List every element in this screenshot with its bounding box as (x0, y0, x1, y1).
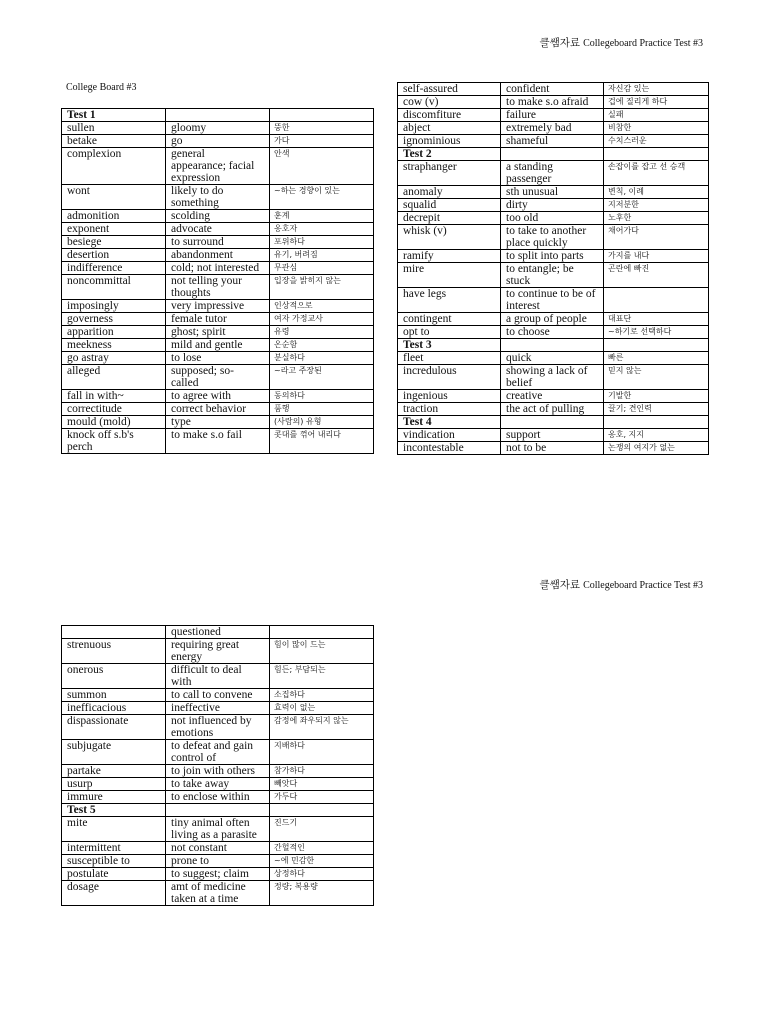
korean-translation-cell: 무관심 (270, 262, 374, 275)
definition-cell: to split into parts (501, 250, 604, 263)
vocab-row (398, 122, 709, 135)
vocab-row (398, 288, 709, 313)
korean-translation-cell: 변칙, 이례 (604, 186, 709, 199)
term-cell: apparition (62, 326, 166, 339)
vocab-row (398, 250, 709, 263)
definition-cell: to make s.o fail (166, 429, 270, 454)
term-cell: fleet (398, 352, 501, 365)
korean-translation-cell: 겁에 질리게 하다 (604, 96, 709, 109)
empty-cell (604, 416, 709, 429)
vocab-table-left (61, 108, 374, 454)
definition-cell: not to be (501, 442, 604, 455)
empty-cell (166, 109, 270, 122)
term-cell: wont (62, 185, 166, 210)
korean-translation-cell: 포위하다 (270, 236, 374, 249)
vocab-row (398, 161, 709, 186)
definition-cell: to make s.o afraid (501, 96, 604, 109)
term-cell: go astray (62, 352, 166, 365)
korean-translation-cell: 간헐적인 (270, 842, 374, 855)
definition-cell: requiring great energy (166, 639, 270, 664)
section-heading-row (398, 339, 709, 352)
definition-cell: too old (501, 212, 604, 225)
definition-cell: general appearance; facial expression (166, 148, 270, 185)
term-cell: exponent (62, 223, 166, 236)
term-cell: betake (62, 135, 166, 148)
section-heading-row (62, 109, 374, 122)
vocab-table-right-body (398, 83, 709, 455)
section-heading: Test 2 (398, 148, 501, 161)
vocab-row (62, 236, 374, 249)
vocab-row (62, 275, 374, 300)
vocab-row (398, 390, 709, 403)
definition-cell: a group of people (501, 313, 604, 326)
vocab-row (398, 352, 709, 365)
term-cell: imposingly (62, 300, 166, 313)
term-cell: strenuous (62, 639, 166, 664)
definition-cell: very impressive (166, 300, 270, 313)
vocab-row (398, 83, 709, 96)
vocab-row (62, 639, 374, 664)
definition-cell: the act of pulling (501, 403, 604, 416)
definition-cell: gloomy (166, 122, 270, 135)
definition-cell: supposed; so-called (166, 365, 270, 390)
brand-label: 클쌤자료 (539, 37, 581, 49)
korean-translation-cell: 빼앗다 (270, 778, 374, 791)
vocab-row (398, 96, 709, 109)
empty-cell (501, 148, 604, 161)
definition-cell: ghost; spirit (166, 326, 270, 339)
korean-translation-cell: 품행 (270, 403, 374, 416)
term-cell: subjugate (62, 740, 166, 765)
vocab-row (62, 842, 374, 855)
term-cell: whisk (v) (398, 225, 501, 250)
definition-cell: showing a lack of belief (501, 365, 604, 390)
korean-translation-cell: 가다 (270, 135, 374, 148)
definition-cell: quick (501, 352, 604, 365)
korean-translation-cell: 지저분한 (604, 199, 709, 212)
definition-cell: shameful (501, 135, 604, 148)
korean-translation-cell: 분실하다 (270, 352, 374, 365)
vocab-row (62, 122, 374, 135)
korean-translation-cell (604, 288, 709, 313)
vocab-table-page-2-body (62, 626, 374, 906)
korean-translation-cell: 자신감 있는 (604, 83, 709, 96)
korean-translation-cell: 소집하다 (270, 689, 374, 702)
vocab-row (62, 148, 374, 185)
korean-translation-cell: 손잡이를 잡고 선 승객 (604, 161, 709, 186)
term-cell: immure (62, 791, 166, 804)
empty-cell (270, 804, 374, 817)
vocab-row (62, 778, 374, 791)
definition-cell: to join with others (166, 765, 270, 778)
korean-translation-cell: 빠른 (604, 352, 709, 365)
definition-cell: type (166, 416, 270, 429)
vocab-table-page-2 (61, 625, 374, 906)
korean-translation-cell: 힘든; 부담되는 (270, 664, 374, 689)
vocab-row (62, 210, 374, 223)
definition-cell: to surround (166, 236, 270, 249)
korean-translation-cell: 대표단 (604, 313, 709, 326)
definition-cell: not telling your thoughts (166, 275, 270, 300)
vocab-row (62, 881, 374, 906)
definition-cell: questioned (166, 626, 270, 639)
term-cell: meekness (62, 339, 166, 352)
term-cell: abject (398, 122, 501, 135)
korean-translation-cell: 유기, 버려짐 (270, 249, 374, 262)
page-header (540, 578, 704, 592)
vocab-row (398, 212, 709, 225)
definition-cell: mild and gentle (166, 339, 270, 352)
term-cell: inefficacious (62, 702, 166, 715)
definition-cell: to continue to be of interest (501, 288, 604, 313)
korean-translation-cell: 믿지 않는 (604, 365, 709, 390)
vocab-row (62, 416, 374, 429)
korean-translation-cell: 수치스러운 (604, 135, 709, 148)
term-cell: governess (62, 313, 166, 326)
term-cell: straphanger (398, 161, 501, 186)
korean-translation-cell: ~하는 경향이 있는 (270, 185, 374, 210)
term-cell: intermittent (62, 842, 166, 855)
korean-translation-cell (270, 626, 374, 639)
term-cell: postulate (62, 868, 166, 881)
vocab-row (62, 365, 374, 390)
term-cell: indifference (62, 262, 166, 275)
vocab-row (62, 185, 374, 210)
vocab-row (62, 352, 374, 365)
term-cell: dispassionate (62, 715, 166, 740)
definition-cell: to take away (166, 778, 270, 791)
section-heading-row (398, 148, 709, 161)
empty-cell (501, 339, 604, 352)
vocab-table-right (397, 82, 709, 455)
vocab-row (398, 263, 709, 288)
term-cell: squalid (398, 199, 501, 212)
vocab-row (398, 313, 709, 326)
korean-translation-cell: 훈계 (270, 210, 374, 223)
korean-translation-cell: 옹호자 (270, 223, 374, 236)
vocab-row (62, 403, 374, 416)
term-cell: mould (mold) (62, 416, 166, 429)
definition-cell: failure (501, 109, 604, 122)
term-cell: susceptible to (62, 855, 166, 868)
korean-translation-cell: 지배하다 (270, 740, 374, 765)
term-cell: vindication (398, 429, 501, 442)
korean-translation-cell: 상정하다 (270, 868, 374, 881)
term-cell: decrepit (398, 212, 501, 225)
definition-cell: female tutor (166, 313, 270, 326)
vocab-row (398, 429, 709, 442)
korean-translation-cell: 힘이 많이 드는 (270, 639, 374, 664)
term-cell: self-assured (398, 83, 501, 96)
page-header (540, 36, 704, 50)
brand-label: 클쌤자료 (539, 579, 581, 591)
term-cell: summon (62, 689, 166, 702)
korean-translation-cell: 노후한 (604, 212, 709, 225)
definition-cell: not influenced by emotions (166, 715, 270, 740)
vocab-row (62, 262, 374, 275)
korean-translation-cell: 옹호, 지지 (604, 429, 709, 442)
term-cell: cow (v) (398, 96, 501, 109)
definition-cell: prone to (166, 855, 270, 868)
korean-translation-cell: 감정에 좌우되지 않는 (270, 715, 374, 740)
term-cell: fall in with~ (62, 390, 166, 403)
vocab-row (62, 300, 374, 313)
korean-translation-cell: 곤란에 빠진 (604, 263, 709, 288)
definition-cell: to defeat and gain control of (166, 740, 270, 765)
definition-cell: support (501, 429, 604, 442)
term-cell: ignominious (398, 135, 501, 148)
definition-cell: extremely bad (501, 122, 604, 135)
vocab-row (62, 664, 374, 689)
term-cell: dosage (62, 881, 166, 906)
korean-translation-cell: 기발한 (604, 390, 709, 403)
vocab-row (62, 223, 374, 236)
vocab-row (62, 313, 374, 326)
term-cell: traction (398, 403, 501, 416)
vocab-row (62, 249, 374, 262)
definition-cell: advocate (166, 223, 270, 236)
definition-cell: confident (501, 83, 604, 96)
definition-cell: to enclose within (166, 791, 270, 804)
section-heading: Test 5 (62, 804, 166, 817)
vocab-row (62, 339, 374, 352)
definition-cell: to take to another place quickly (501, 225, 604, 250)
vocab-row (62, 626, 374, 639)
korean-translation-cell: 효력이 없는 (270, 702, 374, 715)
korean-translation-cell: 콧대를 꺾어 내리다 (270, 429, 374, 454)
term-cell: opt to (398, 326, 501, 339)
definition-cell: abandonment (166, 249, 270, 262)
korean-translation-cell: 가지를 내다 (604, 250, 709, 263)
vocab-row (62, 868, 374, 881)
definition-cell: likely to do something (166, 185, 270, 210)
vocab-row (62, 135, 374, 148)
section-heading: Test 1 (62, 109, 166, 122)
vocab-row (398, 109, 709, 122)
vocab-row (62, 390, 374, 403)
definition-cell: a standing passenger (501, 161, 604, 186)
vocab-row (62, 326, 374, 339)
term-cell: mire (398, 263, 501, 288)
term-cell: correctitude (62, 403, 166, 416)
term-cell: desertion (62, 249, 166, 262)
definition-cell: to suggest; claim (166, 868, 270, 881)
empty-cell (166, 804, 270, 817)
definition-cell: amt of medicine taken at a time (166, 881, 270, 906)
definition-cell: ineffective (166, 702, 270, 715)
korean-translation-cell: ~에 민감한 (270, 855, 374, 868)
section-heading-row (62, 804, 374, 817)
korean-translation-cell: 동의하다 (270, 390, 374, 403)
korean-translation-cell: 실패 (604, 109, 709, 122)
term-cell: knock off s.b's perch (62, 429, 166, 454)
definition-cell: cold; not interested (166, 262, 270, 275)
vocab-row (398, 186, 709, 199)
vocab-row (62, 817, 374, 842)
section-heading: Test 3 (398, 339, 501, 352)
definition-cell: scolding (166, 210, 270, 223)
definition-cell: to choose (501, 326, 604, 339)
korean-translation-cell: 안색 (270, 148, 374, 185)
term-cell: sullen (62, 122, 166, 135)
vocab-row (62, 715, 374, 740)
korean-translation-cell: ~하기로 선택하다 (604, 326, 709, 339)
term-cell: anomaly (398, 186, 501, 199)
term-cell: contingent (398, 313, 501, 326)
korean-translation-cell: 정량; 복용량 (270, 881, 374, 906)
definition-cell: difficult to deal with (166, 664, 270, 689)
section-heading-row (398, 416, 709, 429)
vocab-row (398, 199, 709, 212)
term-cell: noncommittal (62, 275, 166, 300)
korean-translation-cell: 가두다 (270, 791, 374, 804)
vocab-row (398, 442, 709, 455)
definition-cell: correct behavior (166, 403, 270, 416)
vocab-row (398, 326, 709, 339)
vocab-row (62, 689, 374, 702)
term-cell: complexion (62, 148, 166, 185)
vocab-row (62, 740, 374, 765)
korean-translation-cell: 끌기; 견인력 (604, 403, 709, 416)
korean-translation-cell: 뚱한 (270, 122, 374, 135)
korean-translation-cell: 입장을 밝히지 않는 (270, 275, 374, 300)
definition-cell: dirty (501, 199, 604, 212)
korean-translation-cell: 인상적으로 (270, 300, 374, 313)
header-title: Collegeboard Practice Test #3 (583, 580, 703, 591)
vocab-row (398, 403, 709, 416)
definition-cell: to call to convene (166, 689, 270, 702)
vocab-row (62, 702, 374, 715)
vocab-row (398, 135, 709, 148)
korean-translation-cell: (사람의) 유형 (270, 416, 374, 429)
term-cell: admonition (62, 210, 166, 223)
term-cell: usurp (62, 778, 166, 791)
korean-translation-cell: 유령 (270, 326, 374, 339)
term-cell: besiege (62, 236, 166, 249)
definition-cell: go (166, 135, 270, 148)
definition-cell: creative (501, 390, 604, 403)
korean-translation-cell: 비참한 (604, 122, 709, 135)
vocab-table-left-body (62, 109, 374, 454)
empty-cell (604, 148, 709, 161)
korean-translation-cell: 채어가다 (604, 225, 709, 250)
term-cell: discomfiture (398, 109, 501, 122)
vocab-row (398, 225, 709, 250)
korean-translation-cell: 진드기 (270, 817, 374, 842)
section-heading: Test 4 (398, 416, 501, 429)
korean-translation-cell: 여자 가정교사 (270, 313, 374, 326)
term-cell: have legs (398, 288, 501, 313)
document-title: College Board #3 (66, 82, 137, 93)
vocab-row (62, 791, 374, 804)
term-cell: incredulous (398, 365, 501, 390)
term-cell: mite (62, 817, 166, 842)
vocab-row (62, 429, 374, 454)
definition-cell: not constant (166, 842, 270, 855)
korean-translation-cell: 온순함 (270, 339, 374, 352)
term-cell: onerous (62, 664, 166, 689)
vocab-row (62, 765, 374, 778)
term-cell: incontestable (398, 442, 501, 455)
empty-cell (604, 339, 709, 352)
term-cell: alleged (62, 365, 166, 390)
empty-cell (501, 416, 604, 429)
vocab-row (62, 855, 374, 868)
definition-cell: to agree with (166, 390, 270, 403)
definition-cell: tiny animal often living as a parasite (166, 817, 270, 842)
term-cell (62, 626, 166, 639)
vocab-row (398, 365, 709, 390)
term-cell: partake (62, 765, 166, 778)
definition-cell: sth unusual (501, 186, 604, 199)
korean-translation-cell: 논쟁의 여지가 없는 (604, 442, 709, 455)
definition-cell: to entangle; be stuck (501, 263, 604, 288)
header-title: Collegeboard Practice Test #3 (583, 38, 703, 49)
korean-translation-cell: 참가하다 (270, 765, 374, 778)
term-cell: ingenious (398, 390, 501, 403)
definition-cell: to lose (166, 352, 270, 365)
term-cell: ramify (398, 250, 501, 263)
empty-cell (270, 109, 374, 122)
korean-translation-cell: ~라고 주장된 (270, 365, 374, 390)
